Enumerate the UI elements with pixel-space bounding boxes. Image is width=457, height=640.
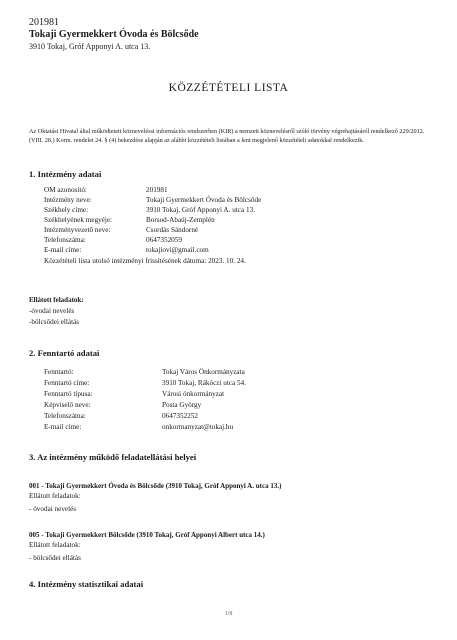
field-label: E-mail címe:: [44, 423, 82, 431]
tasks-heading: Ellátott feladatok:: [29, 296, 84, 304]
field-value: Csordás Sándorné: [146, 226, 199, 234]
site-title: 005 - Tokaji Gyermekkert Bölcsőde (3910 Tokaj, Gróf Apponyi Albert utca 14.): [29, 531, 265, 539]
field-value: Városi önkormányzat: [162, 390, 225, 398]
header-institution-name: Tokaji Gyermekkert Óvoda és Bölcsőde: [29, 29, 199, 40]
field-value: 3910 Tokaj, Gróf Apponyi A. utca 13.: [146, 206, 255, 214]
site-task: - bölcsődei ellátás: [29, 554, 81, 562]
field-label: Székhely címe:: [44, 206, 89, 214]
field-label: Intézmény neve:: [44, 196, 92, 204]
field-label: Képviselő neve:: [44, 401, 91, 409]
field-label: Fenntartó címe:: [44, 379, 90, 387]
site-task: - óvodai nevelés: [29, 505, 77, 513]
field-value: Tokaji Gyermekkert Óvoda és Bölcsőde: [146, 196, 262, 204]
field-value: Posta György: [162, 401, 202, 409]
page-title: KÖZZÉTÉTELI LISTA: [168, 82, 289, 94]
field-label: Székhelyének megyéje:: [44, 216, 113, 224]
field-value: onkormanyzat@tokaj.hu: [162, 423, 234, 431]
field-value: tokajiovi@gmail.com: [146, 246, 209, 254]
section-4-heading: 4. Intézmény statisztikai adatai: [29, 579, 144, 589]
update-note: Közzétételi lista utolsó intézményi frissítésének dátuma: 2023. 10. 24.: [44, 257, 246, 265]
field-value: 201981: [146, 186, 168, 194]
intro-paragraph: Az Oktatási Hivatal által működtetett közneveléssi információs rendszerben (KIR) a nemzeti köznevelésről szóló törvény végrehajtásáról rendelkező 229/2012. (VIII. 28.) Korm. rendelet 24. § (4) bekezdése alapján az alábbi közzétételi listában a lent megjelenő közzétételi adatokkal rendelkezik.: [29, 128, 425, 144]
field-label: Telefonszáma:: [44, 412, 86, 420]
task-item: -bölcsődei ellátás: [29, 318, 80, 326]
section-3-heading: 3. Az intézmény működő feladatellátási helyei: [29, 452, 197, 462]
field-label: E-mail címe:: [44, 246, 82, 254]
field-label: Fenntartó típusa:: [44, 390, 93, 398]
task-item: -óvodai nevelés: [29, 307, 75, 315]
field-label: Fenntartó:: [44, 368, 74, 376]
header-id: 201981: [29, 17, 59, 28]
site-tasks-label: Ellátott feladatok:: [29, 492, 81, 500]
field-value: 3910 Tokaj, Rákóczi utca 54.: [162, 379, 246, 387]
site-title: 001 - Tokaji Gyermekkert Óvoda és Bölcsőde (3910 Tokaj, Gróf Apponyi A. utca 13.): [29, 482, 282, 490]
field-label: Telefonszáma:: [44, 236, 86, 244]
field-value: 0647352059: [146, 236, 182, 244]
field-value: Borsod-Abaúj-Zemplén: [146, 216, 215, 224]
field-value: 0647352252: [162, 412, 198, 420]
page-number: 1/9: [224, 611, 233, 617]
header-address: 3910 Tokaj, Gróf Apponyi A. utca 13.: [29, 42, 151, 51]
field-label: Intézményvezető neve:: [44, 226, 111, 234]
site-tasks-label: Ellátott feladatok:: [29, 541, 81, 549]
section-2-heading: 2. Fenntartó adatai: [29, 348, 100, 358]
field-label: OM azonosító:: [44, 186, 87, 194]
field-value: Tokaj Város Önkormányzata: [162, 368, 245, 376]
section-1-heading: 1. Intézmény adatai: [29, 169, 102, 179]
